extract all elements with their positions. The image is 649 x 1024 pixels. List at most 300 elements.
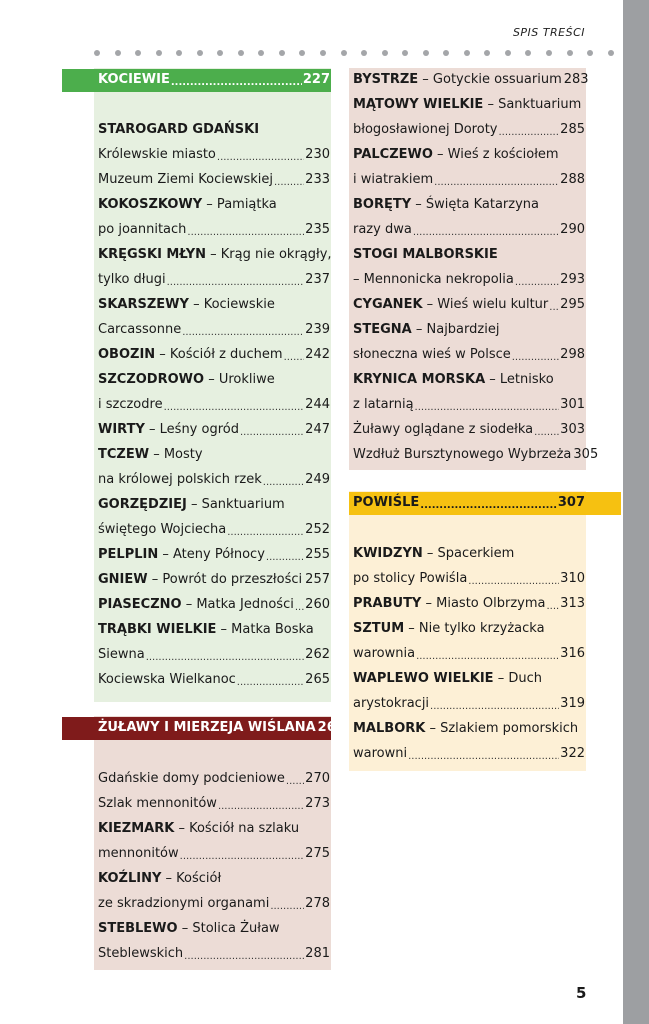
toc-entry-title xyxy=(98,715,316,740)
toc-entry-title xyxy=(98,417,239,442)
dot-leader xyxy=(512,342,559,367)
divider-dot xyxy=(464,50,470,56)
toc-entry-place: STOGI MALBORSKIE xyxy=(353,247,498,262)
toc-entry[interactable] xyxy=(353,641,585,666)
toc-entry-title xyxy=(353,591,545,616)
toc-entry[interactable] xyxy=(98,766,330,791)
toc-entry[interactable] xyxy=(98,467,330,492)
toc-entry[interactable] xyxy=(98,916,330,941)
dot-leader xyxy=(408,741,559,766)
toc-entry[interactable] xyxy=(98,816,330,841)
toc-page-number: 237 xyxy=(305,272,330,287)
toc-entry[interactable] xyxy=(98,117,330,142)
toc-entry-title xyxy=(98,317,181,342)
toc-entry-text: – Matka Jedności xyxy=(181,597,294,612)
toc-entry-title xyxy=(98,667,236,692)
section-heading-kociewie[interactable] xyxy=(98,67,330,92)
toc-entry-title xyxy=(353,691,429,716)
toc-entry-place: STEBLEWO xyxy=(98,921,178,936)
toc-entry-text: tylko długi xyxy=(98,272,166,287)
toc-entry-title xyxy=(98,217,186,242)
toc-entry[interactable] xyxy=(98,891,330,916)
toc-entry-title xyxy=(353,317,499,342)
toc-page-number: 249 xyxy=(305,472,330,487)
toc-entry-title xyxy=(353,541,514,566)
divider-dot xyxy=(484,50,490,56)
toc-entry-title xyxy=(98,142,216,167)
toc-page-number: 295 xyxy=(560,297,585,312)
toc-entry[interactable] xyxy=(353,616,585,641)
dot-leader xyxy=(284,342,305,367)
dot-leader xyxy=(146,642,304,667)
toc-entry-place: MĄTOWY WIELKIE xyxy=(353,97,484,112)
dot-leader xyxy=(227,517,304,542)
toc-page-number: 252 xyxy=(305,522,330,537)
divider-dot xyxy=(94,50,100,56)
toc-entry-place: SZCZODROWO xyxy=(98,372,205,387)
toc-entry-title xyxy=(353,242,498,267)
toc-entry[interactable] xyxy=(353,666,585,691)
toc-entry-text: – Szlakiem pomorskich xyxy=(425,721,579,736)
dot-leader xyxy=(167,267,305,292)
toc-entry-text: – Kościół xyxy=(161,871,222,886)
toc-entry-place: KOKOSZKOWY xyxy=(98,197,203,212)
toc-entry-title xyxy=(353,342,511,367)
page-number: 5 xyxy=(576,984,587,1002)
toc-entry-text: – Kociewskie xyxy=(188,297,275,312)
toc-entry[interactable] xyxy=(98,342,330,367)
toc-entry-text: – Gotyckie ossuarium xyxy=(418,72,562,87)
toc-entry-text: Szlak mennonitów xyxy=(98,796,217,811)
toc-entry[interactable] xyxy=(98,317,330,342)
toc-entry[interactable] xyxy=(353,142,585,167)
dot-leader xyxy=(420,490,557,515)
dot-leader xyxy=(534,417,559,442)
toc-entry[interactable] xyxy=(98,267,330,292)
dot-leader xyxy=(303,567,304,592)
toc-entry-text: słoneczna wieś w Polsce xyxy=(353,347,511,362)
toc-entry-text: świętego Wojciecha xyxy=(98,522,227,537)
toc-page-number: 278 xyxy=(305,896,330,911)
toc-entry[interactable] xyxy=(98,392,330,417)
divider-dot xyxy=(279,50,285,56)
toc-page-number: 273 xyxy=(305,796,330,811)
toc-page-number: 301 xyxy=(560,397,585,412)
toc-entry-text: – Święta Katarzyna xyxy=(411,197,539,212)
toc-page-number: 285 xyxy=(560,122,585,137)
dot-leader xyxy=(499,117,560,142)
toc-entry-title xyxy=(353,417,533,442)
toc-entry-place: PRABUTY xyxy=(353,596,422,611)
toc-entry[interactable] xyxy=(353,392,585,417)
toc-entry-text: – Miasto Olbrzyma xyxy=(421,596,546,611)
toc-entry-text: Gdańskie domy podcieniowe xyxy=(98,771,285,786)
toc-entry-text: – Kościół z duchem xyxy=(155,347,283,362)
dot-leader xyxy=(263,467,304,492)
toc-entry-place: BYSTRZE xyxy=(353,72,419,87)
running-header: SPIS TREŚCI xyxy=(512,26,585,39)
toc-page-number: 257 xyxy=(305,572,330,587)
toc-entry-title xyxy=(353,716,578,741)
toc-entry-text: – Wieś z kościołem xyxy=(432,147,559,162)
toc-entry-title xyxy=(353,292,548,317)
toc-entry-text: – Spacerkiem xyxy=(422,546,515,561)
toc-entry[interactable] xyxy=(98,567,330,592)
toc-entry-text: Królewskie miasto xyxy=(98,147,216,162)
divider-dot xyxy=(217,50,223,56)
toc-entry-text: – Ateny Północy xyxy=(158,547,265,562)
dot-leader xyxy=(549,292,559,317)
toc-entry[interactable] xyxy=(98,192,330,217)
dot-leader xyxy=(468,566,559,591)
toc-entry-title xyxy=(98,941,183,966)
divider-dot xyxy=(258,50,264,56)
toc-page-number: 239 xyxy=(305,322,330,337)
toc-entry-title xyxy=(98,442,203,467)
divider-dot xyxy=(608,50,614,56)
toc-entry[interactable] xyxy=(353,716,585,741)
toc-entry-text: razy dwa xyxy=(353,222,412,237)
dot-leader xyxy=(187,217,304,242)
toc-entry-title xyxy=(353,142,559,167)
toc-entry[interactable] xyxy=(98,417,330,442)
toc-entry-title xyxy=(98,167,273,192)
toc-entry-place: ŻUŁAWY I MIERZEJA WIŚLANA xyxy=(98,720,316,735)
toc-entry-text: warowni xyxy=(353,746,408,761)
toc-entry-title xyxy=(353,490,419,515)
toc-entry-text: – Sanktuarium xyxy=(483,97,582,112)
toc-entry-title xyxy=(98,841,179,866)
toc-page-number: 313 xyxy=(560,596,585,611)
dot-leader xyxy=(184,941,304,966)
dot-leader xyxy=(413,217,559,242)
toc-entry-text: – Najbardziej xyxy=(411,322,500,337)
dot-leader xyxy=(286,766,304,791)
divider-dot xyxy=(320,50,326,56)
toc-entry-text: – Mosty xyxy=(149,447,203,462)
dot-leader xyxy=(416,641,559,666)
toc-entry-place: STEGNA xyxy=(353,322,412,337)
toc-page-number: 270 xyxy=(305,771,330,786)
toc-entry[interactable] xyxy=(98,142,330,167)
toc-entry[interactable] xyxy=(98,542,330,567)
toc-entry[interactable] xyxy=(353,317,585,342)
divider-dot xyxy=(176,50,182,56)
toc-entry[interactable] xyxy=(98,492,330,517)
toc-entry-text: i szczodre xyxy=(98,397,163,412)
toc-page-number: 230 xyxy=(305,147,330,162)
toc-entry-text: Żuławy oglądane z siodełka xyxy=(353,422,534,437)
toc-entry[interactable] xyxy=(353,566,585,591)
dot-leader xyxy=(217,142,304,167)
toc-entry-place: TRĄBKI WIELKIE xyxy=(98,622,217,637)
toc-entry-text: – Matka Boska xyxy=(216,622,314,637)
toc-entry-place: KIEZMARK xyxy=(98,821,175,836)
toc-page-number: 319 xyxy=(560,696,585,711)
toc-page-number: 242 xyxy=(305,347,330,362)
toc-entry-text: – Letnisko xyxy=(485,372,554,387)
toc-entry-title xyxy=(353,167,433,192)
toc-entry-place: PIASECZNO xyxy=(98,597,182,612)
toc-entry[interactable] xyxy=(353,217,585,242)
toc-page-number: 255 xyxy=(305,547,330,562)
toc-entry-place: BORĘTY xyxy=(353,197,412,212)
toc-entry[interactable] xyxy=(353,691,585,716)
toc-entry-place: KRĘGSKI MŁYN xyxy=(98,247,206,262)
toc-page-number: 244 xyxy=(305,397,330,412)
dot-leader xyxy=(164,392,305,417)
divider-dot xyxy=(505,50,511,56)
toc-page-number: 267 xyxy=(317,720,345,735)
divider-dot xyxy=(546,50,552,56)
toc-entry-title xyxy=(353,566,467,591)
toc-entry-text: – Powrót do przeszłości xyxy=(147,572,303,587)
dot-leader xyxy=(430,691,559,716)
dot-leader xyxy=(434,167,559,192)
toc-entry-title xyxy=(98,342,283,367)
toc-entry-title xyxy=(98,866,221,891)
toc-page-number: 305 xyxy=(573,447,599,462)
toc-entry[interactable] xyxy=(353,541,585,566)
divider-dot xyxy=(587,50,593,56)
dot-leader xyxy=(415,392,560,417)
divider-dot xyxy=(525,50,531,56)
toc-entry-text: po stolicy Powiśla xyxy=(353,571,468,586)
toc-entry-place: OBOZIN xyxy=(98,347,156,362)
dot-leader xyxy=(237,667,304,692)
toc-entry-text: – Urokliwe xyxy=(204,372,275,387)
section-heading-powisle[interactable] xyxy=(353,490,585,515)
toc-entry-title xyxy=(353,641,415,666)
toc-entry[interactable] xyxy=(353,192,585,217)
toc-entry-title xyxy=(353,67,562,92)
divider-dot xyxy=(402,50,408,56)
divider-dot xyxy=(135,50,141,56)
toc-entry-text: – Kościół na szlaku xyxy=(174,821,300,836)
dotted-divider xyxy=(94,48,614,58)
toc-entry-place: POWIŚLE xyxy=(353,495,420,510)
divider-dot xyxy=(299,50,305,56)
divider-dot xyxy=(567,50,573,56)
toc-entry-title xyxy=(353,367,554,392)
toc-entry[interactable] xyxy=(98,517,330,542)
toc-entry-text: Muzeum Ziemi Kociewskiej xyxy=(98,172,273,187)
toc-entry[interactable] xyxy=(98,841,330,866)
toc-entry-title xyxy=(98,592,294,617)
toc-entry[interactable] xyxy=(98,791,330,816)
toc-page-number: 298 xyxy=(560,347,585,362)
toc-entry[interactable] xyxy=(98,242,330,267)
toc-entry-text: – Duch xyxy=(493,671,542,686)
divider-dot xyxy=(361,50,367,56)
toc-entry-place: GNIEW xyxy=(98,572,148,587)
toc-entry[interactable] xyxy=(98,866,330,891)
dot-leader xyxy=(274,167,304,192)
toc-entry-text: mennonitów xyxy=(98,846,179,861)
divider-dot xyxy=(382,50,388,56)
toc-page-number: 290 xyxy=(560,222,585,237)
toc-entry-title xyxy=(98,617,314,642)
toc-page-number: 275 xyxy=(305,846,330,861)
toc-entry-text: Steblewskich xyxy=(98,946,184,961)
toc-entry-title xyxy=(98,567,302,592)
toc-entry-title xyxy=(98,816,299,841)
toc-entry[interactable] xyxy=(98,941,330,966)
dot-leader xyxy=(546,591,559,616)
toc-entry-title xyxy=(98,292,275,317)
toc-entry-title xyxy=(98,542,265,567)
dot-leader xyxy=(515,267,559,292)
toc-entry-place: CYGANEK xyxy=(353,297,423,312)
toc-entry-place: KRYNICA MORSKA xyxy=(353,372,486,387)
divider-dot xyxy=(443,50,449,56)
toc-entry-place: PALCZEWO xyxy=(353,147,433,162)
toc-entry[interactable] xyxy=(353,417,585,442)
toc-entry[interactable] xyxy=(98,617,330,642)
toc-entry-place: WIRTY xyxy=(98,422,145,437)
divider-dot xyxy=(156,50,162,56)
toc-entry-text: – Leśny ogród xyxy=(144,422,239,437)
toc-entry-title xyxy=(353,117,498,142)
dot-leader xyxy=(182,317,304,342)
dot-leader xyxy=(180,841,305,866)
toc-page-number: 265 xyxy=(305,672,330,687)
divider-dot xyxy=(341,50,347,56)
toc-page-number: 247 xyxy=(305,422,330,437)
toc-entry-title xyxy=(98,192,277,217)
toc-entry-title xyxy=(353,442,571,467)
toc-entry[interactable] xyxy=(353,342,585,367)
toc-entry-title xyxy=(98,392,163,417)
side-strip xyxy=(623,0,649,1024)
toc-entry[interactable] xyxy=(98,367,330,392)
toc-entry-title xyxy=(353,92,581,117)
toc-entry-text: ze skradzionymi organami xyxy=(98,896,270,911)
toc-entry-title xyxy=(98,117,259,142)
toc-entry-place: KOŹLINY xyxy=(98,871,162,886)
toc-entry-text: arystokracji xyxy=(353,696,430,711)
toc-entry[interactable] xyxy=(98,592,330,617)
toc-page-number: 281 xyxy=(305,946,330,961)
toc-page-number: 260 xyxy=(305,597,330,612)
toc-entry[interactable] xyxy=(98,217,330,242)
toc-entry-title xyxy=(353,267,514,292)
toc-entry[interactable] xyxy=(98,292,330,317)
toc-entry-text: – Mennonicka nekropolia xyxy=(353,272,514,287)
toc-entry[interactable] xyxy=(353,92,585,117)
toc-entry[interactable] xyxy=(353,591,585,616)
toc-entry-text: – Krąg nie okrągły, xyxy=(206,247,332,262)
dot-leader xyxy=(218,791,304,816)
toc-entry-text: na królowej polskich rzek xyxy=(98,472,262,487)
toc-entry[interactable] xyxy=(98,642,330,667)
toc-entry-text: warownia xyxy=(353,646,416,661)
toc-entry-text: – Pamiątka xyxy=(202,197,277,212)
toc-entry-text: Siewna xyxy=(98,647,145,662)
toc-entry-place: TCZEW xyxy=(98,447,150,462)
toc-entry-title xyxy=(353,666,542,691)
toc-entry-title xyxy=(98,367,275,392)
toc-page-number: 310 xyxy=(560,571,585,586)
toc-entry-title xyxy=(98,267,166,292)
section-heading-zulawy[interactable] xyxy=(98,715,345,740)
toc-entry[interactable] xyxy=(353,242,585,267)
dot-leader xyxy=(295,592,304,617)
toc-entry-place: KWIDZYN xyxy=(353,546,423,561)
toc-page-number: 303 xyxy=(560,422,585,437)
toc-entry-text: – Stolica Żuław xyxy=(177,921,280,936)
toc-entry-text: i wiatrakiem xyxy=(353,172,434,187)
toc-entry-title xyxy=(98,242,332,267)
toc-entry-text: z latarnią xyxy=(353,397,414,412)
toc-entry[interactable] xyxy=(353,267,585,292)
toc-entry-title xyxy=(98,916,280,941)
dot-leader xyxy=(240,417,304,442)
toc-entry-place: SKARSZEWY xyxy=(98,297,189,312)
toc-entry-title xyxy=(98,891,269,916)
toc-entry-title xyxy=(353,192,539,217)
toc-entry-title xyxy=(98,67,170,92)
toc-entry-text: – Sanktuarium xyxy=(186,497,285,512)
toc-entry-text: po joannitach xyxy=(98,222,187,237)
toc-entry-place: SZTUM xyxy=(353,621,405,636)
toc-entry-text: – Nie tylko krzyżacka xyxy=(404,621,545,636)
toc-entry-place: MALBORK xyxy=(353,721,426,736)
toc-entry[interactable] xyxy=(353,442,599,467)
toc-page-number: 227 xyxy=(302,72,330,87)
toc-entry-text: Kociewska Wielkanoc xyxy=(98,672,236,687)
toc-entry-title xyxy=(98,766,285,791)
toc-page-number: 316 xyxy=(560,646,585,661)
toc-entry[interactable] xyxy=(353,741,585,766)
divider-dot xyxy=(238,50,244,56)
toc-entry[interactable] xyxy=(353,292,585,317)
toc-entry[interactable] xyxy=(353,367,585,392)
toc-entry-text: Carcassonne xyxy=(98,322,182,337)
toc-page-number: 283 xyxy=(563,72,589,87)
toc-entry-place: PELPLIN xyxy=(98,547,159,562)
divider-dot xyxy=(423,50,429,56)
toc-entry-title xyxy=(98,791,217,816)
toc-entry-place: STAROGARD GDAŃSKI xyxy=(98,122,260,137)
toc-entry[interactable] xyxy=(98,667,330,692)
toc-entry-place: KOCIEWIE xyxy=(98,72,170,87)
toc-entry[interactable] xyxy=(98,167,330,192)
toc-entry-title xyxy=(98,517,226,542)
toc-entry-place: WAPLEWO WIELKIE xyxy=(353,671,494,686)
dot-leader xyxy=(270,891,304,916)
toc-entry-title xyxy=(353,392,414,417)
toc-entry-title xyxy=(353,616,545,641)
divider-dot xyxy=(197,50,203,56)
toc-page-number: 262 xyxy=(305,647,330,662)
toc-entry[interactable] xyxy=(353,167,585,192)
toc-entry-text: Wzdłuż Bursztynowego Wybrzeża xyxy=(353,447,572,462)
dot-leader xyxy=(171,67,302,92)
toc-entry[interactable] xyxy=(353,67,589,92)
toc-entry-title xyxy=(98,467,262,492)
toc-entry-title xyxy=(98,642,145,667)
toc-entry-title xyxy=(353,217,412,242)
toc-page-number: 233 xyxy=(305,172,330,187)
divider-dot xyxy=(115,50,121,56)
toc-entry-text: błogosławionej Doroty xyxy=(353,122,498,137)
toc-entry-title xyxy=(98,492,285,517)
toc-entry[interactable] xyxy=(353,117,585,142)
toc-entry[interactable] xyxy=(98,442,330,467)
toc-entry-text: – Wieś wielu kultur xyxy=(422,297,549,312)
toc-page-number: 235 xyxy=(305,222,330,237)
